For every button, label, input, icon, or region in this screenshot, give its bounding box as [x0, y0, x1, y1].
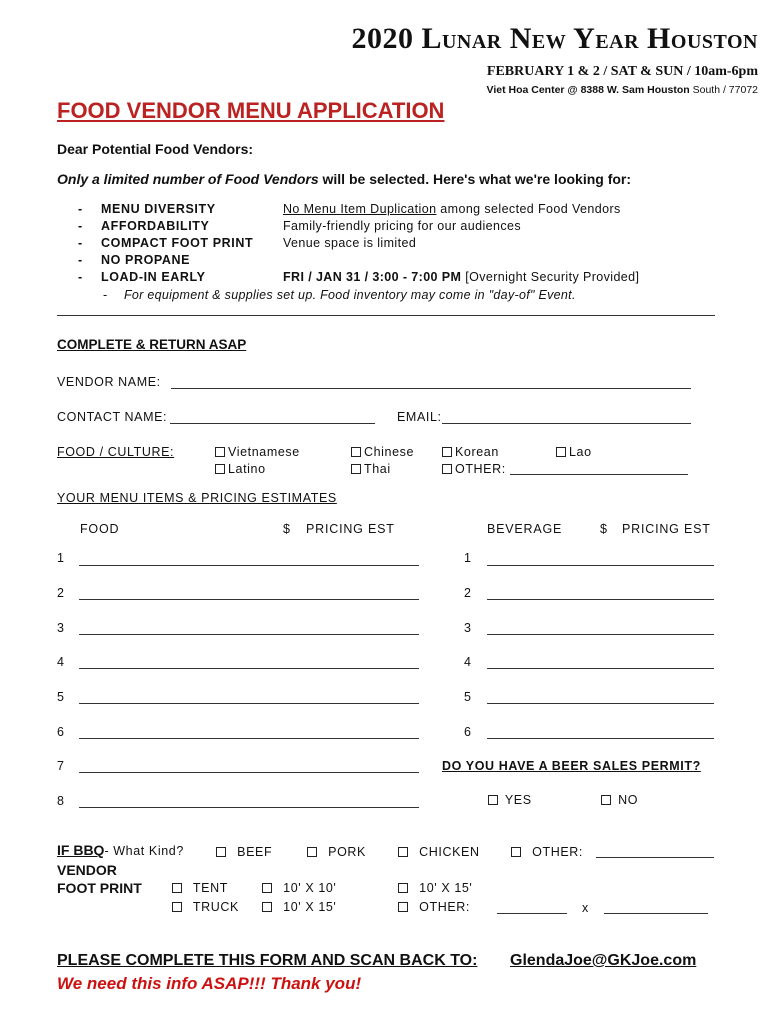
food-header: FOOD	[80, 522, 120, 536]
culture-option-thai[interactable]: Thai	[351, 462, 391, 476]
dollar-header: $	[283, 522, 291, 536]
criteria-label: COMPACT FOOT PRINT	[101, 236, 254, 250]
event-title: 2020 LUNAR NEW YEAR HOUSTON	[351, 22, 758, 55]
bbq-other-field[interactable]	[596, 857, 714, 858]
footprint-option-10x15[interactable]: 10' X 15'	[262, 900, 336, 914]
intro-text: Only a limited number of Food Vendors will be selected. Here's what we're looking for:	[57, 171, 632, 187]
checkbox[interactable]	[601, 795, 611, 805]
beverage-row-number: 4	[464, 655, 471, 669]
checkbox[interactable]	[556, 447, 566, 457]
culture-option-vietnamese[interactable]: Vietnamese	[215, 445, 300, 459]
bbq-option-pork[interactable]: PORK	[307, 845, 366, 859]
checkbox[interactable]	[398, 847, 408, 857]
criteria-desc: FRI / JAN 31 / 3:00 - 7:00 PM [Overnight Security Provided]	[283, 270, 640, 284]
contact-name-label: CONTACT NAME:	[57, 410, 168, 424]
checkbox[interactable]	[262, 902, 272, 912]
checkbox[interactable]	[172, 883, 182, 893]
bullet: -	[103, 288, 108, 302]
beverage-header: BEVERAGE	[487, 522, 563, 536]
beer-permit-no[interactable]: NO	[601, 793, 638, 807]
food-row-field[interactable]	[79, 772, 419, 773]
bbq-option-chicken[interactable]: CHICKEN	[398, 845, 480, 859]
email-label: EMAIL:	[397, 410, 442, 424]
greeting: Dear Potential Food Vendors:	[57, 141, 254, 157]
criteria-label: LOAD-IN EARLY	[101, 270, 206, 284]
bullet: -	[78, 202, 83, 216]
criteria-desc: Family-friendly pricing for our audiences	[283, 219, 522, 233]
culture-option-lao[interactable]: Lao	[556, 445, 592, 459]
footprint-option-10x10[interactable]: 10' X 10'	[262, 881, 336, 895]
beverage-row-field[interactable]	[487, 565, 714, 566]
food-row-number: 1	[57, 551, 64, 565]
bullet: -	[78, 253, 83, 267]
food-row-number: 6	[57, 725, 64, 739]
footprint-option-10x15-b[interactable]: 10' X 15'	[398, 881, 472, 895]
checkbox[interactable]	[351, 464, 361, 474]
application-title: FOOD VENDOR MENU APPLICATION	[57, 98, 445, 123]
beverage-row-number: 2	[464, 586, 471, 600]
beverage-row-field[interactable]	[487, 634, 714, 635]
checkbox[interactable]	[262, 883, 272, 893]
footer-instruction: PLEASE COMPLETE THIS FORM AND SCAN BACK TO:	[57, 952, 478, 969]
checkbox[interactable]	[488, 795, 498, 805]
food-row-field[interactable]	[79, 599, 419, 600]
criteria-label: NO PROPANE	[101, 253, 191, 267]
beer-permit-yes[interactable]: YES	[488, 793, 532, 807]
food-row-field[interactable]	[79, 703, 419, 704]
food-row-field[interactable]	[79, 668, 419, 669]
pricing-header: PRICING EST	[306, 522, 395, 536]
beverage-row-number: 3	[464, 621, 471, 635]
culture-option-korean[interactable]: Korean	[442, 445, 499, 459]
checkbox[interactable]	[215, 464, 225, 474]
food-row-field[interactable]	[79, 565, 419, 566]
criteria-label: MENU DIVERSITY	[101, 202, 216, 216]
beverage-row-number: 6	[464, 725, 471, 739]
food-row-number: 3	[57, 621, 64, 635]
checkbox[interactable]	[216, 847, 226, 857]
criteria-label: AFFORDABILITY	[101, 219, 210, 233]
dollar-header: $	[600, 522, 608, 536]
vendor-name-label: VENDOR NAME:	[57, 375, 161, 389]
criteria-desc: Venue space is limited	[283, 236, 417, 250]
beverage-row-field[interactable]	[487, 599, 714, 600]
checkbox[interactable]	[215, 447, 225, 457]
beverage-row-field[interactable]	[487, 668, 714, 669]
checkbox[interactable]	[172, 902, 182, 912]
divider	[57, 315, 715, 316]
food-row-number: 8	[57, 794, 64, 808]
culture-option-latino[interactable]: Latino	[215, 462, 266, 476]
vendor-name-field[interactable]	[171, 388, 691, 389]
food-culture-label: FOOD / CULTURE:	[57, 445, 175, 459]
culture-other-field[interactable]	[510, 474, 688, 475]
beverage-row-field[interactable]	[487, 703, 714, 704]
footprint-option-other[interactable]: OTHER:	[398, 900, 470, 914]
beverage-row-number: 1	[464, 551, 471, 565]
footprint-x: x	[582, 901, 589, 915]
culture-option-other[interactable]: OTHER:	[442, 462, 506, 476]
criteria-desc: No Menu Item Duplication among selected Food Vendors	[283, 202, 621, 216]
beverage-row-number: 5	[464, 690, 471, 704]
food-row-number: 2	[57, 586, 64, 600]
checkbox[interactable]	[442, 447, 452, 457]
footprint-width-field[interactable]	[497, 913, 567, 914]
bbq-option-other[interactable]: OTHER:	[511, 845, 583, 859]
contact-name-field[interactable]	[170, 423, 375, 424]
footer-urgent-note: We need this info ASAP!!! Thank you!	[57, 974, 362, 993]
beer-permit-question: DO YOU HAVE A BEER SALES PERMIT?	[442, 759, 701, 773]
bullet: -	[78, 270, 83, 284]
bbq-label: IF BBQ- What Kind?	[57, 842, 184, 858]
food-row-number: 5	[57, 690, 64, 704]
footprint-label-line1: VENDOR	[57, 862, 117, 878]
checkbox[interactable]	[307, 847, 317, 857]
criteria-note: For equipment & supplies set up. Food inventory may come in "day-of" Event.	[124, 288, 576, 302]
footprint-option-truck[interactable]: TRUCK	[172, 900, 239, 914]
footprint-option-tent[interactable]: TENT	[172, 881, 228, 895]
checkbox[interactable]	[351, 447, 361, 457]
food-row-number: 7	[57, 759, 64, 773]
event-venue: Viet Hoa Center @ 8388 W. Sam Houston South / 77072	[486, 84, 758, 96]
beverage-row-field[interactable]	[487, 738, 714, 739]
checkbox[interactable]	[398, 902, 408, 912]
food-row-field[interactable]	[79, 634, 419, 635]
culture-option-chinese[interactable]: Chinese	[351, 445, 414, 459]
email-field[interactable]	[442, 423, 691, 424]
checkbox[interactable]	[511, 847, 521, 857]
checkbox[interactable]	[398, 883, 408, 893]
bbq-option-beef[interactable]: BEEF	[216, 845, 272, 859]
bullet: -	[78, 219, 83, 233]
menu-section-title: YOUR MENU ITEMS & PRICING ESTIMATES	[57, 491, 337, 505]
footprint-length-field[interactable]	[604, 913, 708, 914]
checkbox[interactable]	[442, 464, 452, 474]
pricing-header: PRICING EST	[622, 522, 711, 536]
food-row-field[interactable]	[79, 807, 419, 808]
footprint-label-line2: FOOT PRINT	[57, 880, 142, 896]
food-row-number: 4	[57, 655, 64, 669]
food-row-field[interactable]	[79, 738, 419, 739]
bullet: -	[78, 236, 83, 250]
footer-email[interactable]: GlendaJoe@GKJoe.com	[510, 952, 697, 969]
event-dates: FEBRUARY 1 & 2 / SAT & SUN / 10am-6pm	[486, 64, 758, 79]
section-title: COMPLETE & RETURN ASAP	[57, 337, 247, 352]
